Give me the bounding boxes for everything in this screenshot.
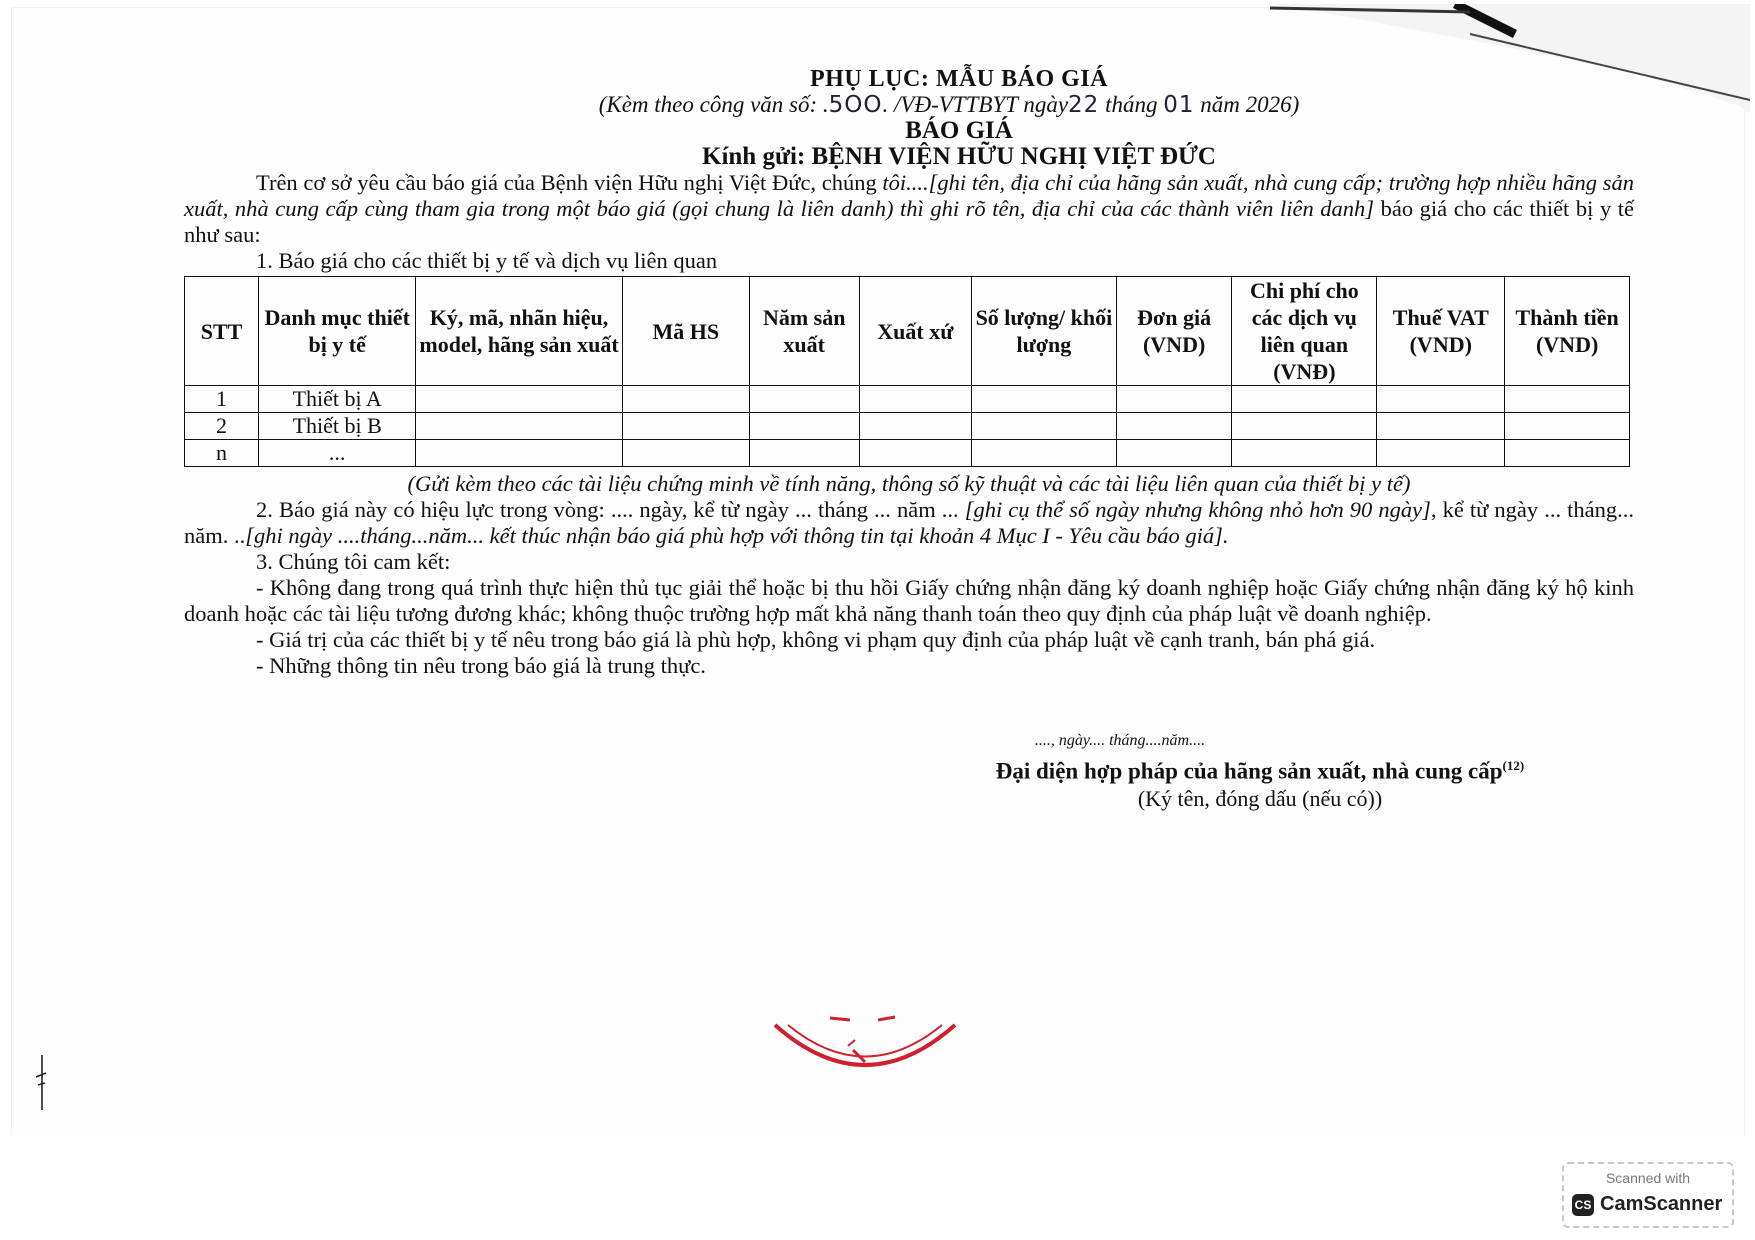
table-note: (Gửi kèm theo các tài liệu chứng minh về tính năng, thông số kỹ thuật và các tài liệu liên quan của thiết bị y tế) [407,471,1411,496]
col-header: Mã HS [622,277,749,386]
table-row [185,440,1630,467]
annex-title: PHỤ LỤC: MẪU BÁO GIÁ [810,66,1108,92]
col-header: Danh mục thiết bị y tế [259,277,416,386]
cell-device: Thiết bị A [259,386,416,413]
table-header-row [185,277,1630,386]
commitment-item: - Giá trị của các thiết bị y tế nêu trong báo giá là phù hợp, không vi phạm quy định của pháp luật về cạnh tranh, bán phá giá. [256,627,1376,652]
cell-stt: n [185,440,259,467]
red-stamp-partial [770,1010,960,1100]
recipient-line: Kính gửi: BỆNH VIỆN HỮU NGHỊ VIỆT ĐỨC [702,143,1216,170]
table-row [185,386,1630,413]
signature-title: Đại diện hợp pháp của hãng sản xuất, nhà cung cấp$^{(12)}$ [995,758,1525,784]
section1-heading: 1. Báo giá cho các thiết bị y tế và dịch vụ liên quan [256,248,718,273]
col-header: Thuế VAT (VND) [1377,277,1505,386]
commitment-item: - Không đang trong quá trình thực hiện thủ tục giải thể hoặc bị thu hồi Giấy chứng nhận đăng ký doanh nghiệp hoặc Giấy chứng nhận đăng ký hộ kinh doanh hoặc các tài liệu tương đương khác; không thuộc trường hợp mất khả năng thanh toán theo quy định của pháp luật về doanh nghiệp. [184,575,1634,626]
signature-note: (Ký tên, đóng dấu (nếu có)) [1137,786,1383,811]
col-header: Số lượng/ khối lượng [971,277,1116,386]
table-row [185,413,1630,440]
col-header: Năm sản xuất [749,277,859,386]
col-header: Thành tiền (VND) [1505,277,1630,386]
scan-margin [0,1135,1755,1240]
document-title: BÁO GIÁ [905,117,1013,144]
col-header: Chi phí cho các dịch vụ liên quan (VNĐ) [1232,277,1377,386]
cell-stt: 1 [185,386,259,413]
col-header: Đơn giá (VND) [1116,277,1232,386]
handwritten-month: 01 [1163,92,1195,118]
quotation-form [184,66,1634,679]
section2-paragraph: 2. Báo giá này có hiệu lực trong vòng: .... ngày, kể từ ngày ... tháng ... năm ... [ghi cụ thể số ngày nhưng không nhỏ hơn 90 ngày], kể từ ngày ... tháng... năm. ..[ghi ngày ....tháng...năm... kết thúc nhận báo giá phù hợp với thông tin tại khoản 4 Mục I - Yêu cầu báo giá]. [184,497,1634,548]
quotation-table [184,276,1630,467]
commitment-item: - Những thông tin nêu trong báo giá là trung thực. [256,653,706,678]
cell-device: Thiết bị B [259,413,416,440]
col-header: Xuất xứ [859,277,971,386]
camscanner-logo-icon: CS [1572,1194,1594,1216]
handwritten-ref-number: 5OO [828,92,883,118]
cell-device: ... [259,440,416,467]
camscanner-watermark: Scanned with CS CamScanner [1562,1162,1734,1228]
reference-line: (Kèm theo công văn số: .5OO. /VĐ-VTTBYT ngày22 tháng 01 năm 2026) [598,92,1300,118]
col-header: Ký, mã, nhãn hiệu, model, hãng sản xuất [416,277,623,386]
intro-paragraph: Trên cơ sở yêu cầu báo giá của Bệnh viện Hữu nghị Việt Đức, chúng tôi....[ghi tên, địa chỉ của hãng sản xuất, nhà cung cấp; trường hợp nhiều hãng sản xuất, nhà cung cấp cùng tham gia trong một báo giá (gọi chung là liên danh) thì ghi rõ tên, địa chỉ của các thành viên liên danh] báo giá cho các thiết bị y tế như sau: [184,170,1634,247]
signature-date-line: ...., ngày.... tháng....năm.... [1034,732,1206,749]
section3-heading: 3. Chúng tôi cam kết: [256,549,451,574]
col-header: STT [185,277,259,386]
handwritten-mark [36,1055,48,1110]
cell-stt: 2 [185,413,259,440]
handwritten-day: 22 [1068,92,1100,118]
